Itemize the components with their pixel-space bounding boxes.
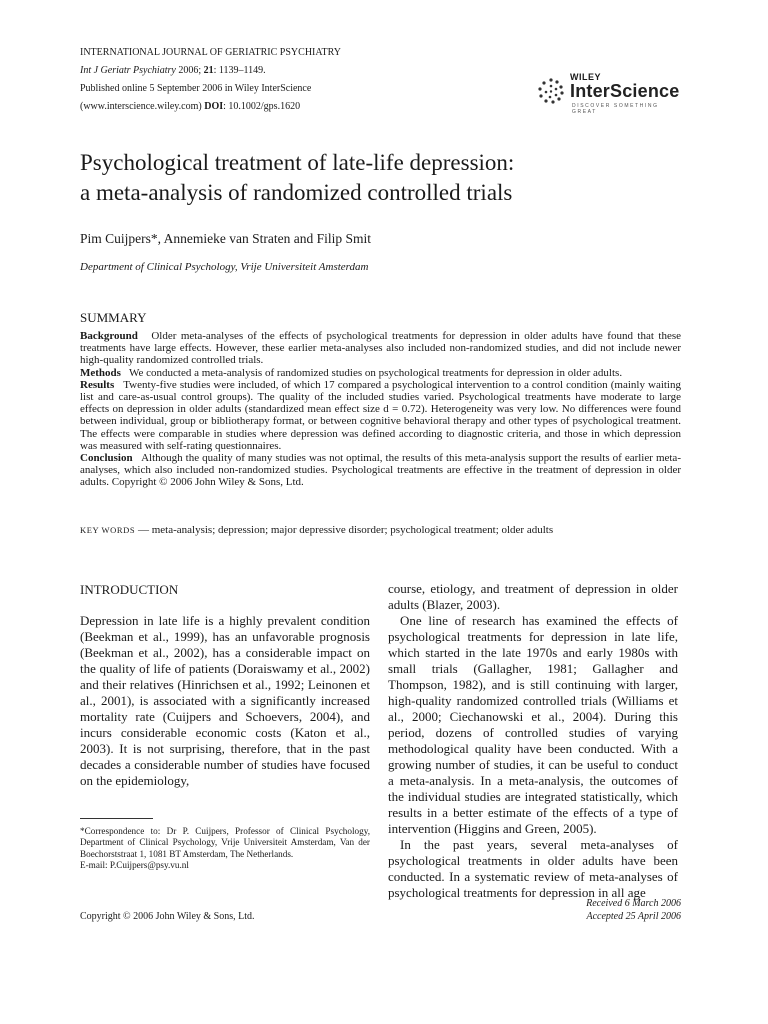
abstract-methods <box>80 367 681 379</box>
keywords-label: KEY WORDS <box>80 525 136 535</box>
summary-heading: SUMMARY <box>80 310 147 325</box>
abstract-conclusion <box>80 452 681 489</box>
interscience-wordmark: InterScience <box>570 81 680 101</box>
citation <box>80 64 266 77</box>
results-text: Twenty-five studies were included, of which 17 compared a psychological intervention to a control condition (mainly waiting list and care-as-usual control groups). The quality of the included studies varied. Psychological treatments have moderate to large effects on depression in older adults (standardized mean effect size d = 0.72). Heterogeneity was very low. No differences were found between individual, group or bibliotherapy format, or between cognitive behavioral therapy and other types of psychological treatment. The effects were comparable in studies where depression was defined according to diagnostic criteria, and those in which depression was measured with self-rating questionnaires. <box>80 378 681 452</box>
wiley-wordmark: WILEY <box>570 72 601 82</box>
footnote-rule <box>80 818 153 819</box>
received-dates <box>586 898 681 923</box>
journal-name: INTERNATIONAL JOURNAL OF GERIATRIC PSYCHIATRY <box>80 47 341 58</box>
affiliation: Department of Clinical Psychology, Vrije Universiteit Amsterdam <box>80 261 369 273</box>
citation-pages: : 1139–1149. <box>213 65 266 76</box>
interscience-logo <box>536 72 686 114</box>
intro-paragraph-3: In the past years, several meta-analyses of psychological treatments in older adults have been conducted. In a systematic review of meta-analyses of psychological treatments for depression in all age <box>388 837 678 900</box>
background-label: Background <box>80 330 138 342</box>
citation-year: 2006; <box>178 65 202 76</box>
correspondence-footnote <box>80 826 370 871</box>
background-text: Older meta-analyses of the effects of psychological treatments for depression in older adults have found that these treatments have large effects. However, these earlier meta-analyses also included non-randomized studies, and did not include newer high-quality randomized controlled trials. <box>80 330 682 367</box>
section-heading-introduction: INTRODUCTION <box>80 582 179 597</box>
author-list: Pim Cuijpers*, Annemieke van Straten and Filip Smit <box>80 231 371 246</box>
doi-line <box>80 100 300 113</box>
conclusion-label: Conclusion <box>80 452 133 465</box>
article-title <box>80 148 700 208</box>
intro-paragraph-1: Depression in late life is a highly prevalent condition (Beekman et al., 1999), has an unfavorable prognosis (Beekman et al., 2002), has a considerable impact on the quality of life of patients (Doraiswamy et al., 2002) and their relatives (Hinrichsen et al., 1992; Leinonen et al., 2001), is associated with a significantly increased mortality rate (Cuijpers and Schoevers, 2004), and incurs considerable economic costs (Katon et al., 2003). It is not surprising, therefore, that in the past decades a considerable number of studies have focused on the epidemiology, <box>80 613 370 788</box>
publication-date: Published online 5 September 2006 in Wiley InterScience <box>80 83 312 94</box>
abstract-background <box>80 330 681 367</box>
conclusion-text: Although the quality of many studies was not optimal, the results of this meta-analysis support the results of earlier meta-analyses, which also included non-randomized studies. Psychological treatments are effective in the treatment of depression in older adults. Copyright © 2006 John Wiley & Sons, Ltd. <box>80 452 681 489</box>
right-column <box>388 581 678 901</box>
publisher-url: (www.interscience.wiley.com) <box>80 101 202 112</box>
copyright-notice: Copyright © 2006 John Wiley & Sons, Ltd. <box>80 911 255 922</box>
citation-journal: Int J Geriatr Psychiatry <box>80 65 176 76</box>
footnote-email: E-mail: P.Cuijpers@psy.vu.nl <box>80 859 189 870</box>
title-line-2: a meta-analysis of randomized controlled trials <box>80 180 513 205</box>
doi-label: DOI <box>204 101 224 112</box>
abstract <box>80 330 681 489</box>
title-line-1: Psychological treatment of late-life depression: <box>80 150 515 175</box>
keywords <box>80 524 553 536</box>
methods-text: We conducted a meta-analysis of randomized studies on psychological treatments for depression in older adults. <box>129 366 623 379</box>
methods-label: Methods <box>80 366 121 379</box>
keywords-text: — meta-analysis; depression; major depressive disorder; psychological treatment; older adults <box>135 524 554 536</box>
doi-value: : 10.1002/gps.1620 <box>223 101 301 112</box>
abstract-results <box>80 379 681 452</box>
interscience-globe-icon <box>536 76 566 106</box>
received-date: Received 6 March 2006 <box>586 898 681 909</box>
intro-paragraph-2: One line of research has examined the effects of psychological treatments for depression in late life, which started in the late 1970s and early 1980s with small trials (Gallagher, 1981; Gallagher and Thompson, 1982), and is still continuing with larger, high-quality randomized controlled trials (Williams et al., 2000; Ciechanowski et al., 2004). During this period, dozens of controlled studies of varying methodological quality have been conducted. With a growing number of studies, it can be useful to conduct a meta-analysis. In a meta-analysis, the outcomes of the individual studies are integrated statistically, which results in a better estimate of the effects of a type of intervention (Higgins and Green, 2005). <box>388 613 678 836</box>
results-label: Results <box>80 378 115 391</box>
footnote-text: *Correspondence to: Dr P. Cuijpers, Professor of Clinical Psychology, Department of Clinical Psychology, Vrije Universiteit Amsterdam, Van der Boechorststraat 1, 1081 BT Amsterdam, The Netherlands. <box>80 826 370 859</box>
logo-tagline: DISCOVER SOMETHING GREAT <box>572 103 659 115</box>
accepted-date: Accepted 25 April 2006 <box>586 910 681 922</box>
intro-paragraph-1-continued: course, etiology, and treatment of depression in older adults (Blazer, 2003). <box>388 581 678 612</box>
left-column <box>80 613 370 789</box>
citation-volume: 21 <box>203 65 214 76</box>
